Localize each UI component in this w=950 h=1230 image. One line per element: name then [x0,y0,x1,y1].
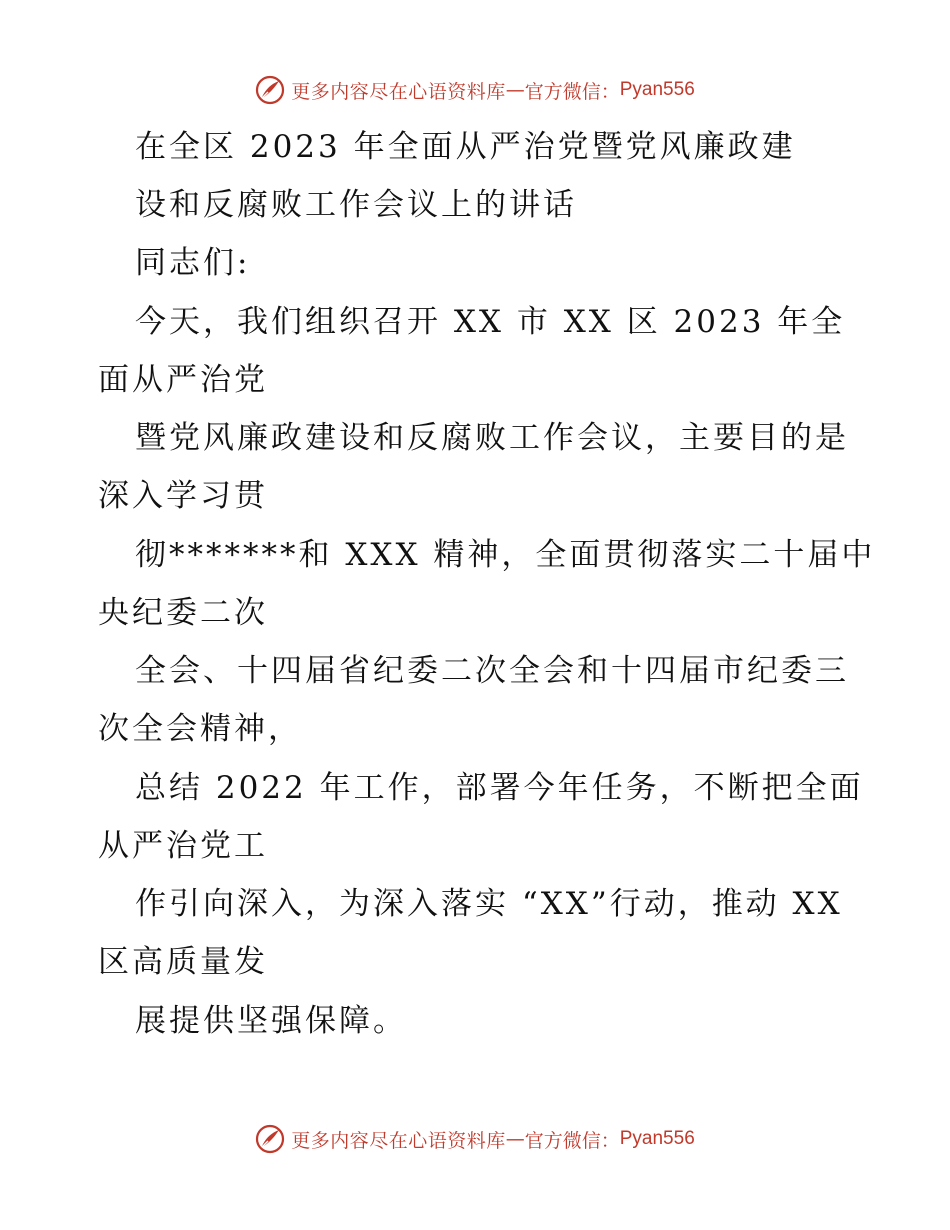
paragraph-line: 深入学习贯 [98,478,268,514]
feather-pen-icon [255,1124,285,1154]
feather-pen-icon [255,75,285,105]
paragraph-line: 彻*******和 XXX 精神，全面贯彻落实二十届中 [135,537,876,573]
paragraph-line: 从严治党工 [98,828,268,864]
footer-watermark-banner [0,1122,950,1156]
banner-separator: — [505,1128,525,1150]
header-watermark-banner [0,73,950,107]
paragraph-line: 暨党风廉政建设和反腐败工作会议，主要目的是 [135,420,849,456]
paragraph-line: 面从严治党 [98,362,268,398]
paragraph-line: 作引向深入，为深入落实 “XX”行动，推动 XX [135,886,843,922]
banner-wechat-label: 官方微信： [524,1129,620,1152]
paragraph-line: 次全会精神， [98,711,302,747]
banner-main-text: 更多内容尽在心语资料库 [291,80,506,103]
paragraph-line: 央纪委二次 [98,595,268,631]
banner-wechat-id: Pyan556 [619,1128,695,1149]
banner-wechat-id: Pyan556 [619,79,695,100]
salutation: 同志们: [135,245,251,281]
paragraph-line: 区高质量发 [98,944,268,980]
paragraph-line: 展提供坚强保障。 [135,1003,407,1039]
paragraph-line: 全会、十四届省纪委二次全会和十四届市纪委三 [135,653,849,689]
paragraph-line: 今天，我们组织召开 XX 市 XX 区 2023 年全 [135,304,846,340]
banner-main-text: 更多内容尽在心语资料库 [291,1129,506,1152]
document-title-line-2: 设和反腐败工作会议上的讲话 [135,187,577,223]
banner-separator: — [505,79,525,101]
document-title-line-1: 在全区 2023 年全面从严治党暨党风廉政建 [135,129,796,165]
banner-wechat-label: 官方微信： [524,80,620,103]
paragraph-line: 总结 2022 年工作，部署今年任务，不断把全面 [135,770,864,806]
